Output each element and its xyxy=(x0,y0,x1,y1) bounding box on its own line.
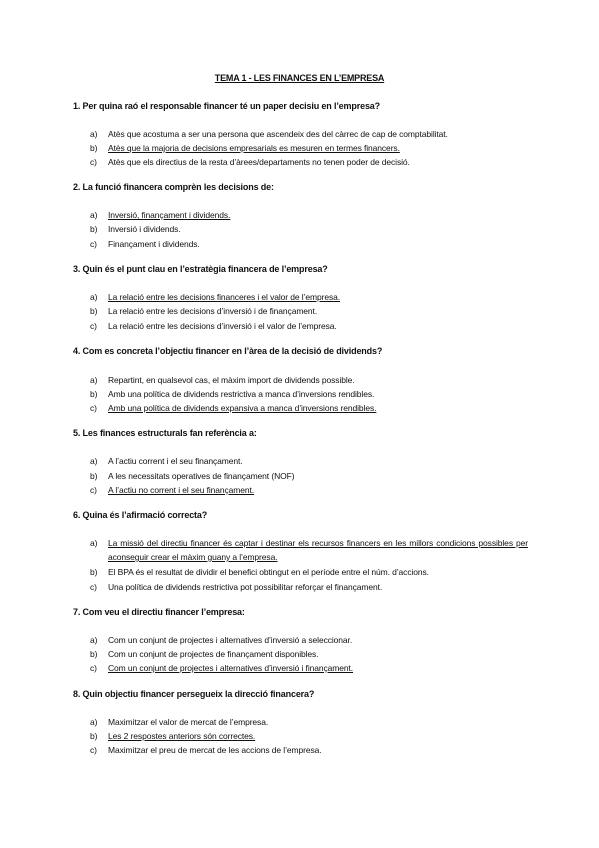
option-text: Maximitzar el preu de mercat de les accions de l’empresa. xyxy=(108,745,322,755)
option-text-correct: Com un conjunt de projectes i alternatives d’inversió i finançament. xyxy=(108,663,354,673)
option-text: Atès que els directius de la resta d’àrees/departaments no tenen poder de decisió. xyxy=(108,157,410,167)
option-text: Com un conjunt de projectes i alternatives d’inversió a seleccionar. xyxy=(108,635,353,645)
option-letter: a) xyxy=(90,635,98,645)
question-3: 3. Quin és el punt clau en l’estratègia financera de l’empresa? xyxy=(73,264,328,274)
option-text: Atès que acostuma a ser una persona que ascendeix des del càrrec de cap de comptabilitat. xyxy=(108,129,448,139)
option-text-correct: La relació entre les decisions financeres i el valor de l’empresa. xyxy=(108,292,340,302)
option-text-correct: Les 2 respostes anteriors són correctes. xyxy=(108,731,256,741)
option-text: Finançament i dividends. xyxy=(108,239,200,249)
option-letter: b) xyxy=(90,471,98,481)
option-letter: c) xyxy=(90,157,97,167)
option-letter: b) xyxy=(90,649,98,659)
option-letter: b) xyxy=(90,567,98,577)
option-text: Inversió i dividends. xyxy=(108,224,181,234)
option-letter: b) xyxy=(90,306,98,316)
option-text: La relació entre les decisions d’inversió i el valor de l’empresa. xyxy=(108,321,337,331)
page-title: TEMA 1 - LES FINANCES EN L’EMPRESA xyxy=(214,73,385,83)
option-letter: b) xyxy=(90,143,98,153)
option-text: Repartint, en qualsevol cas, el màxim import de dividends possible. xyxy=(108,375,355,385)
option-letter: a) xyxy=(90,210,98,220)
option-letter: c) xyxy=(90,745,97,755)
option-letter: c) xyxy=(90,403,97,413)
question-6: 6. Quina és l’afirmació correcta? xyxy=(73,510,208,520)
option-letter: c) xyxy=(90,239,97,249)
option-text: Maximitzar el valor de mercat de l’empresa. xyxy=(108,717,269,727)
option-letter: c) xyxy=(90,582,97,592)
option-letter: c) xyxy=(90,321,97,331)
option-text-correct: Atès que la majoria de decisions empresarials es mesuren en termes financers. xyxy=(108,143,400,153)
option-letter: a) xyxy=(90,538,98,548)
option-letter: a) xyxy=(90,129,98,139)
option-letter: a) xyxy=(90,375,98,385)
question-2: 2. La funció financera comprèn les decisions de: xyxy=(73,182,274,192)
option-letter: b) xyxy=(90,389,98,399)
question-8: 8. Quin objectiu financer persegueix la direcció financera? xyxy=(73,689,315,699)
option-text: Amb una política de dividends restrictiva a manca d’inversions rendibles. xyxy=(108,389,375,399)
option-letter: a) xyxy=(90,292,98,302)
option-text-correct: Amb una política de dividends expansiva a manca d’inversions rendibles. xyxy=(108,403,377,413)
question-4: 4. Com es concreta l’objectiu financer en l’àrea de la decisió de dividends? xyxy=(73,346,383,356)
question-5: 5. Les finances estructurals fan referència a: xyxy=(73,428,257,438)
option-text: A l’actiu corrent i el seu finançament. xyxy=(108,456,243,466)
question-7: 7. Com veu el directiu financer l’empresa: xyxy=(73,607,245,617)
option-letter: a) xyxy=(90,717,98,727)
option-text: Com un conjunt de projectes de finançament disponibles. xyxy=(108,649,319,659)
option-letter: b) xyxy=(90,224,98,234)
option-text: La relació entre les decisions d’inversió i de finançament. xyxy=(108,306,318,316)
option-text-correct: Inversió, finançament i dividends. xyxy=(108,210,231,220)
option-text-correct: La missió del directiu financer és captar i destinar els recursos financers en les millors condicions possibles per aconseguir crear el màxim guany a l’empresa. xyxy=(108,538,528,562)
option-text: A les necessitats operatives de finançament (NOF) xyxy=(108,471,295,481)
question-1: 1. Per quina raó el responsable financer té un paper decisiu en l’empresa? xyxy=(73,101,381,111)
option-text: El BPA és el resultat de dividir el benefici obtingut en el període entre el núm. d’accions. xyxy=(108,567,429,577)
option-letter: a) xyxy=(90,456,98,466)
option-text: Una política de dividends restrictiva pot possibilitar reforçar el finançament. xyxy=(108,582,383,592)
option-letter: b) xyxy=(90,731,98,741)
option-text-correct: A l’actiu no corrent i el seu finançament. xyxy=(108,485,255,495)
option-letter: c) xyxy=(90,663,97,673)
option-letter: c) xyxy=(90,485,97,495)
